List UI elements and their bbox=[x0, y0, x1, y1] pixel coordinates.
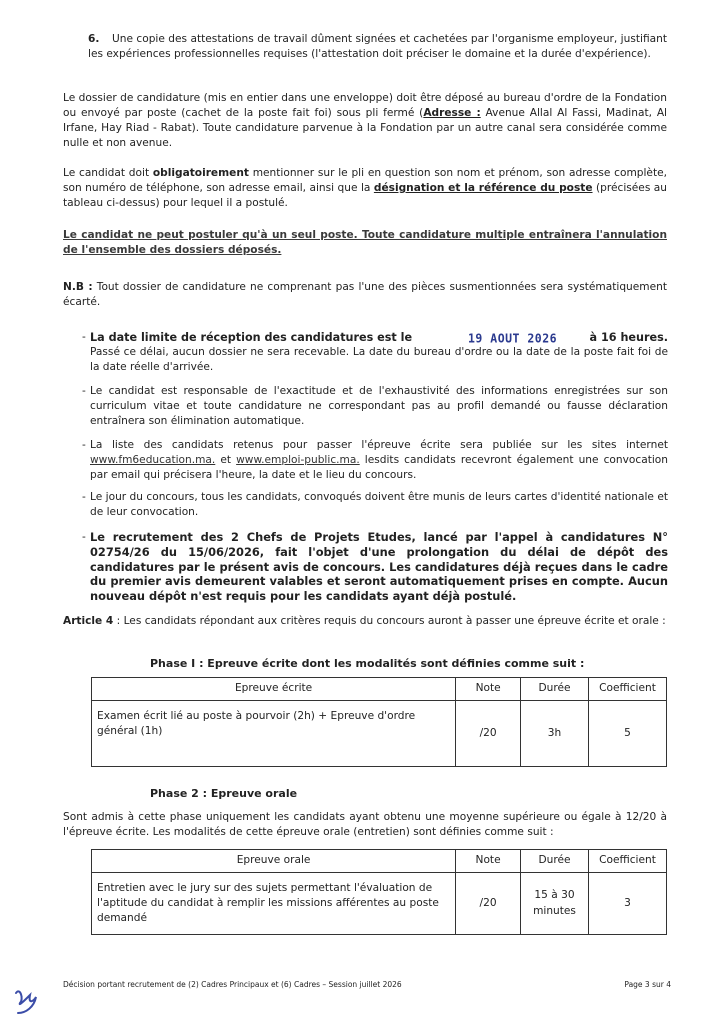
obligatoirement-text: obligatoirement bbox=[152, 167, 249, 179]
header-epreuve: Epreuve orale bbox=[92, 850, 456, 873]
designation-text: désignation et la référence du poste bbox=[373, 182, 593, 195]
footer-decision: Décision portant recrutement de (2) Cadres Principaux et (6) Cadres – Session juillet 2026 bbox=[63, 980, 402, 989]
header-note: Note bbox=[456, 850, 521, 873]
header-coefficient: Coefficient bbox=[589, 850, 667, 873]
dossier-text-2: Avenue Allal Al Fassi, Madinat, Al Irfane, Hay Riad - Rabat). Toute candidature parvenue à la Fondation par un autre canal sera considérée comme nulle et non avenue. bbox=[63, 107, 668, 150]
delai-text: Passé ce délai, aucun dossier ne sera recevable. La date du bureau d'ordre ou la date de la poste fait foi de la date réelle d'arrivée. bbox=[90, 346, 668, 374]
candidat-text-3: (précisées au tableau ci-dessus) pour lequel il a postulé. bbox=[63, 182, 668, 210]
list-item-6 bbox=[88, 32, 667, 62]
article-4-label: Article 4 bbox=[63, 615, 114, 627]
cell-epreuve: Examen écrit lié au poste à pourvoir (2h) + Epreuve d'ordre général (1h) bbox=[92, 701, 456, 767]
table-header-row bbox=[92, 850, 667, 873]
cell-coefficient: 3 bbox=[589, 873, 667, 935]
cell-note: /20 bbox=[456, 701, 521, 767]
cell-epreuve: Entretien avec le jury sur des sujets permettant l'évaluation de l'aptitude du candidat à remplir les missions afférentes au poste demandé bbox=[92, 873, 456, 935]
cell-coefficient: 5 bbox=[589, 701, 667, 767]
page-number: Page 3 sur 4 bbox=[624, 980, 671, 989]
date-stamp: 19 AOUT 2026 bbox=[468, 330, 558, 346]
responsabilite-text: Le candidat est responsable de l'exactitude et de l'exhaustivité des informations enregistrées sur son curriculum vitae et toute candidature ne correspondant pas au profil demandé ou fausse déclaration entraînera son élimination automatique. bbox=[90, 385, 668, 428]
heure-text: à 16 heures. bbox=[589, 331, 668, 344]
bullet-dash: - bbox=[82, 331, 86, 343]
table-row bbox=[92, 873, 667, 935]
signature-initials bbox=[12, 985, 42, 1017]
adresse-label: Adresse : bbox=[423, 107, 481, 120]
phase-1-title: Phase I : Epreuve écrite dont les modalités sont définies comme suit : bbox=[150, 657, 585, 670]
prolongation-text: Le recrutement des 2 Chefs de Projets Etudes, lancé par l'appel à candidatures N° 02754/26 du 15/06/2026, fait l'objet d'une prolongation du délai de dépôt des candidatures par le présent avis de concours. Les candidatures déjà reçues dans le cadre du premier avis demeurent valables et seront automatiquement prises en compte. Aucun nouveau dépôt n'est requis pour les candidats ayant déjà postulé. bbox=[90, 530, 668, 604]
header-duree: Durée bbox=[521, 678, 589, 701]
phase-2-table bbox=[91, 849, 667, 935]
bullet-responsabilite bbox=[82, 384, 668, 429]
phase-1-table bbox=[91, 677, 667, 767]
article-4 bbox=[63, 614, 667, 629]
bullet-dash: - bbox=[82, 531, 86, 543]
dossier-paragraph bbox=[63, 91, 667, 151]
bullet-dash: - bbox=[82, 491, 86, 503]
unique-candidature-notice: Le candidat ne peut postuler qu'à un seul poste. Toute candidature multiple entraînera l'annulation de l'ensemble des dossiers déposés. bbox=[63, 229, 667, 257]
liste-text-3: lesdits candidats recevront également une convocation par email qui précisera l'heure, la date et le lieu du concours. bbox=[90, 454, 668, 482]
liste-text-2: et bbox=[215, 454, 237, 467]
date-line bbox=[90, 330, 668, 345]
candidat-paragraph bbox=[63, 166, 667, 211]
cell-duree: 3h bbox=[521, 701, 589, 767]
liste-text bbox=[90, 438, 668, 483]
bullet-date-limite bbox=[82, 330, 668, 375]
article-4-text: : Les candidats répondant aux critères requis du concours auront à passer une épreuve écrite et orale : bbox=[113, 615, 666, 627]
link-fm6education[interactable]: www.fm6education.ma. bbox=[90, 454, 216, 467]
nb-text: Tout dossier de candidature ne comprenant pas l'une des pièces susmentionnées sera systématiquement écarté. bbox=[63, 281, 667, 309]
item-number: 6. bbox=[88, 33, 100, 45]
link-emploi-public[interactable]: www.emploi-public.ma. bbox=[236, 454, 360, 467]
header-duree: Durée bbox=[521, 850, 589, 873]
header-epreuve: Epreuve écrite bbox=[92, 678, 456, 701]
phase-2-intro: Sont admis à cette phase uniquement les candidats ayant obtenu une moyenne supérieure ou égale à 12/20 à l'épreuve écrite. Les modalités de cette épreuve orale (entretien) sont définies comme suit : bbox=[63, 811, 667, 839]
cell-duree: 15 à 30 minutes bbox=[521, 873, 589, 935]
nb-paragraph bbox=[63, 280, 667, 310]
page-footer bbox=[63, 980, 671, 991]
header-coefficient: Coefficient bbox=[589, 678, 667, 701]
date-text: La date limite de réception des candidatures est le bbox=[90, 331, 413, 344]
phase-2-title: Phase 2 : Epreuve orale bbox=[150, 787, 298, 800]
candidat-text-1: Le candidat doit bbox=[63, 167, 153, 179]
dossier-text-1: Le dossier de candidature (mis en entier dans une enveloppe) doit être déposé au bureau d'ordre de la Fondation ou envoyé par poste (cachet de la poste fait foi) sous pli fermé ( bbox=[63, 92, 667, 120]
jour-concours-text: Le jour du concours, tous les candidats, convoqués doivent être munis de leurs cartes d'identité nationale et de leur convocation. bbox=[90, 491, 668, 519]
header-note: Note bbox=[456, 678, 521, 701]
bullet-prolongation bbox=[82, 530, 668, 604]
liste-text-1: La liste des candidats retenus pour passer l'épreuve écrite sera publiée sur les sites internet bbox=[90, 439, 668, 451]
bullet-liste-candidats bbox=[82, 438, 668, 483]
bullet-jour-concours bbox=[82, 490, 668, 520]
item-text: Une copie des attestations de travail dûment signées et cachetées par l'organisme employeur, justifiant les expériences professionnelles requises (l'attestation doit préciser le domaine et la durée d'expérience). bbox=[88, 33, 667, 61]
table-row bbox=[92, 701, 667, 767]
table-header-row bbox=[92, 678, 667, 701]
candidat-text-2: mentionner sur le pli en question son nom et prénom, son adresse complète, son numéro de téléphone, son adresse email, ainsi que la bbox=[63, 167, 667, 195]
cell-note: /20 bbox=[456, 873, 521, 935]
nb-label: N.B : bbox=[63, 281, 93, 293]
bullet-dash: - bbox=[82, 385, 86, 397]
bullet-dash: - bbox=[82, 439, 86, 451]
